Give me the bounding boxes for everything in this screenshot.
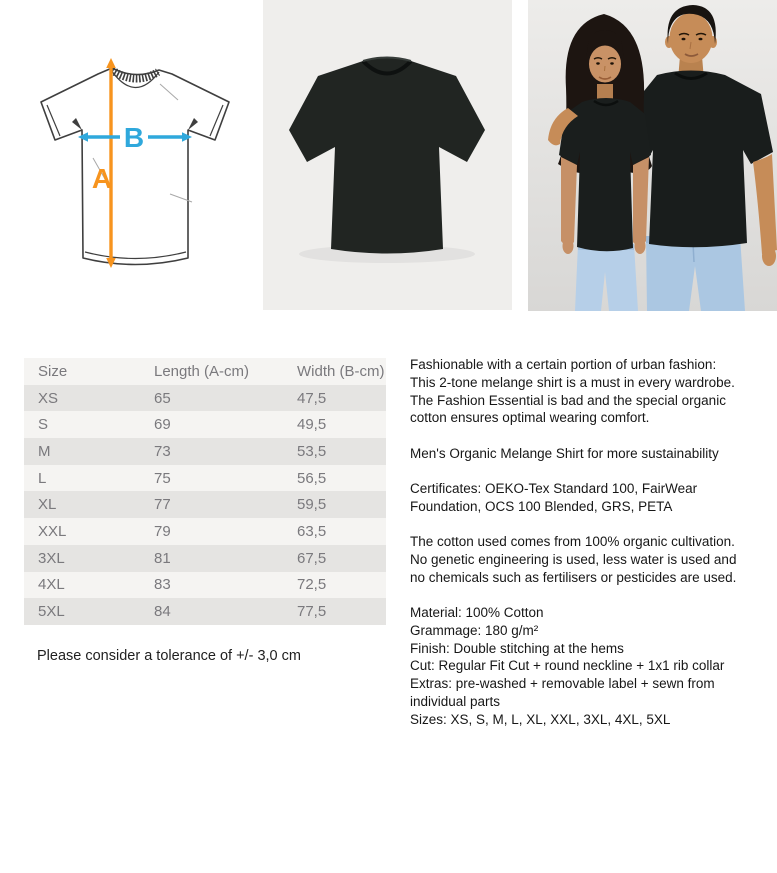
size-table-row: [24, 518, 386, 545]
description-paragraph-certificates: Certificates: OEKO-Tex Standard 100, FairWear Foundation, OCS 100 Blended, GRS, PETA: [410, 480, 698, 514]
length-cell: 79: [154, 522, 171, 540]
measure-label-a: A: [91, 163, 113, 194]
product-specs: [410, 604, 742, 729]
size-table-header-width: Width (B-cm): [283, 358, 386, 385]
length-cell: 65: [154, 389, 171, 407]
woman-eye: [610, 62, 614, 64]
size-table-header-row: [24, 358, 386, 385]
product-photo-models: [528, 0, 777, 311]
size-cell: 3XL: [38, 549, 65, 567]
size-table-row: [24, 411, 386, 438]
size-cell: 4XL: [38, 576, 65, 594]
spec-sizes: Sizes: XS, S, M, L, XL, XXL, 3XL, 4XL, 5XL: [410, 711, 671, 727]
size-cell: L: [38, 469, 47, 487]
width-cell: 49,5: [297, 416, 327, 434]
length-cell: 81: [154, 549, 171, 567]
spec-material: Material: 100% Cotton: [410, 604, 544, 620]
size-table-row: [24, 491, 386, 518]
size-table-row: [24, 572, 386, 599]
measure-label-b: B: [123, 122, 145, 153]
tshirt-measurement-diagram: [8, 8, 241, 294]
spec-finish: Finish: Double stitching at the hems: [410, 640, 624, 656]
width-cell: 47,5: [297, 389, 327, 407]
width-cell: 63,5: [297, 522, 327, 540]
spec-cut: Cut: Regular Fit Cut + round neckline + 1x1 rib collar: [410, 658, 725, 674]
size-cell: M: [38, 442, 51, 460]
width-cell: 53,5: [297, 442, 327, 460]
size-cell: XL: [38, 496, 57, 514]
size-table: [24, 358, 386, 625]
man-right-hand: [762, 246, 776, 266]
size-cell: S: [38, 416, 49, 434]
tolerance-note: Please consider a tolerance of +/- 3,0 cm: [37, 648, 301, 664]
woman-eye: [596, 62, 600, 64]
length-cell: 83: [154, 576, 171, 594]
size-cell: 5XL: [38, 603, 65, 621]
size-table-header-length: Length (A-cm): [140, 358, 283, 385]
size-table-row: [24, 438, 386, 465]
size-table-row: [24, 598, 386, 625]
description-paragraph-cotton: The cotton used comes from 100% organic cultivation. No genetic engineering is used, less water is used and no chemicals such as fertilisers or pesticides are used.: [410, 534, 737, 585]
width-cell: 56,5: [297, 469, 327, 487]
woman-nose: [605, 66, 606, 71]
length-cell: 84: [154, 603, 171, 621]
black-tshirt-flatlay-graphic: [263, 0, 512, 310]
length-cell: 77: [154, 496, 171, 514]
width-cell: 77,5: [297, 603, 327, 621]
woman-hand: [635, 238, 646, 254]
length-cell: 73: [154, 442, 171, 460]
description-paragraph-sustainability: Men's Organic Melange Shirt for more sustainability: [410, 445, 719, 461]
width-cell: 72,5: [297, 576, 327, 594]
man-eye: [682, 38, 686, 41]
man-eye: [699, 38, 703, 41]
length-cell: 69: [154, 416, 171, 434]
woman-hand: [563, 238, 574, 254]
length-cell: 75: [154, 469, 171, 487]
size-cell: XXL: [38, 522, 67, 540]
woman-face: [589, 46, 621, 83]
description-paragraph-intro: Fashionable with a certain portion of urban fashion: This 2-tone melange shirt is a must in every wardrobe. The Fashion Essential is bad and the special organic cotton ensures optimal wearing comfort.: [410, 357, 735, 426]
size-cell: XS: [38, 389, 59, 407]
size-table-row: [24, 545, 386, 572]
size-table-header-size: Size: [24, 358, 140, 385]
size-table-row: [24, 385, 386, 412]
product-description: [410, 356, 742, 729]
size-diagram-image: [8, 8, 241, 294]
models-wearing-tshirts-graphic: [528, 0, 777, 311]
width-cell: 59,5: [297, 496, 327, 514]
width-cell: 67,5: [297, 549, 327, 567]
tshirt-outline-graphic: [41, 68, 229, 265]
spec-grammage: Grammage: 180 g/m²: [410, 622, 539, 638]
size-table-row: [24, 465, 386, 492]
spec-extras: Extras: pre-washed + removable label + sewn from individual parts: [410, 676, 715, 709]
product-photo-flatlay: [263, 0, 512, 310]
